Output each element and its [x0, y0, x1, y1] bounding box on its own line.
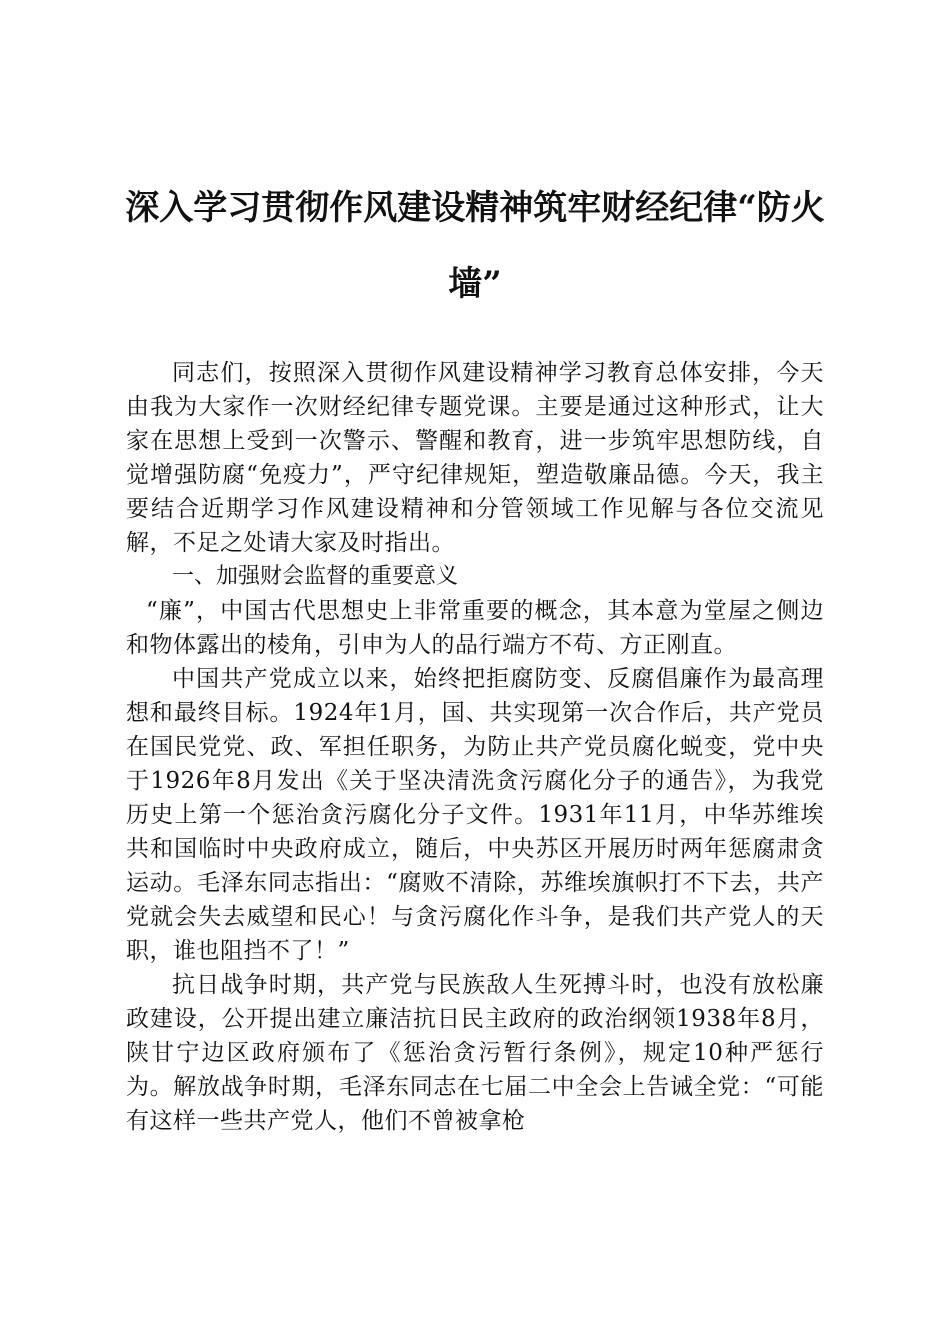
section-heading: 一、加强财会监督的重要意义: [172, 564, 459, 589]
body-paragraph: 中国共产党成立以来，始终把拒腐防变、反腐倡廉作为最高理想和最终目标。1924年1月，国、共实现第一次合作后，共产党员在国民党党、政、军担任职务，为防止共产党员腐化蜕变，党中央于1926年8月发出《关于坚决清洗贪污腐化分子的通告》，为我党历史上第一个惩治贪污腐化分子文件。1931年11月，中华苏维埃共和国临时中央政府成立，随后，中央苏区开展历时两年惩腐肃贪运动。毛泽东同志指出：“腐败不清除，苏维埃旗帜打不下去，共产党就会失去威望和民心！与贪污腐化作斗争，是我们共产党人的天职，谁也阻挡不了！”: [126, 666, 824, 964]
intro-paragraph: 同志们，按照深入贯彻作风建设精神学习教育总体安排，今天由我为大家作一次财经纪律专题党课。主要是通过这种形式，让大家在思想上受到一次警示、警醒和教育，进一步筑牢思想防线，自觉增强防腐“免疫力”，严守纪律规矩，塑造敬廉品德。今天，我主要结合近期学习作风建设精神和分管领域工作见解与各位交流见解，不足之处请大家及时指出。: [126, 360, 824, 556]
document-body: [126, 356, 824, 1138]
document-title: 深入学习贯彻作风建设精神筑牢财经纪律“防火墙”: [125, 188, 825, 304]
body-paragraph: 抗日战争时期，共产党与民族敌人生死搏斗时，也没有放松廉政建设，公开提出建立廉洁抗日民主政府的政治纲领1938年8月，陕甘宁边区政府颁布了《惩治贪污暂行条例》，规定10种严惩行为。解放战争时期，毛泽东同志在七届二中全会上告诫全党：“可能有这样一些共产党人，他们不曾被拿枪: [126, 972, 824, 1134]
body-paragraph: “廉”，中国古代思想史上非常重要的概念，其本意为堂屋之侧边和物体露出的棱角，引申为人的品行端方不苟、方正刚直。: [126, 598, 824, 658]
